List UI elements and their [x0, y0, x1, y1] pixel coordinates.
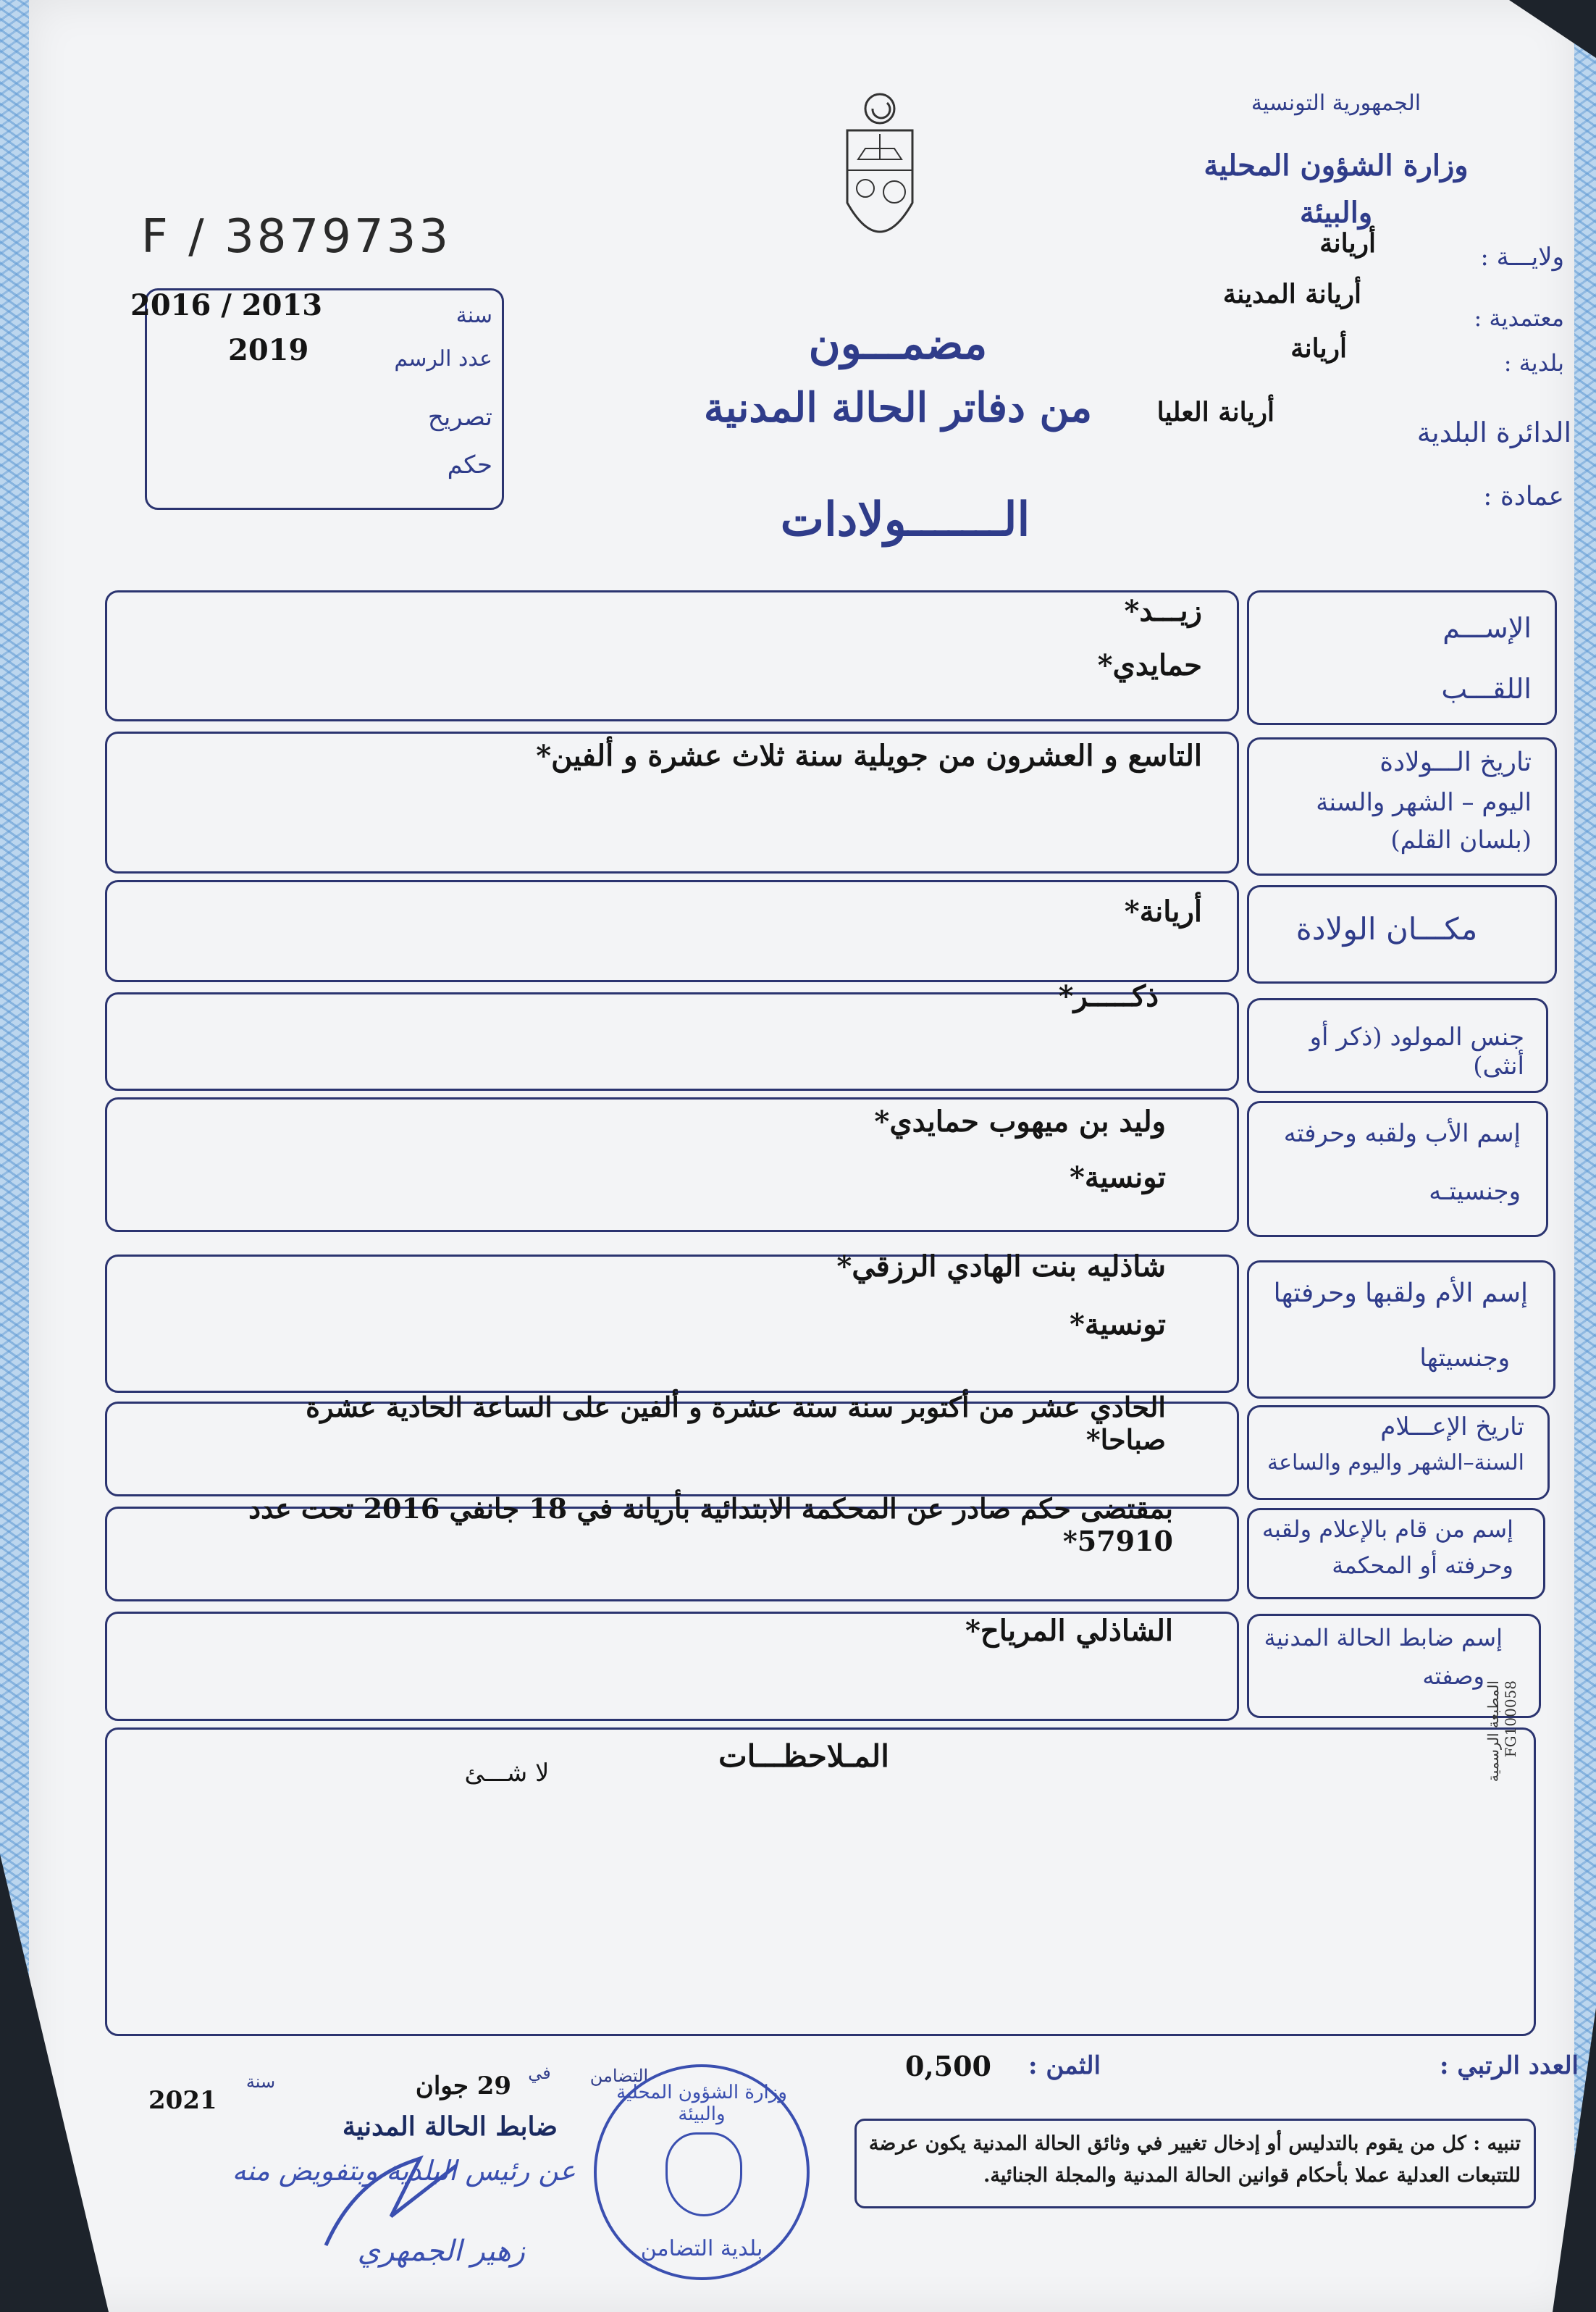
registration-number-value: 2019 [228, 333, 309, 367]
row-name-label-2: اللقـــب [1441, 673, 1532, 705]
footer-date-value: 29 جوان [415, 2072, 512, 2101]
row-declaration-date-value: الحادي عشر من أكتوبر سنة ستة عشرة و ألفين على الساعة الحادية عشرة صباحا* [306, 1391, 1166, 1456]
row-officer-label-2: وصفته [1422, 1662, 1484, 1690]
price-value: 0,500 [905, 2050, 991, 2082]
footer-place-prefix: التضامن [589, 2066, 649, 2086]
row-birthdate-label-3: (بلسان القلم) [1390, 826, 1532, 855]
baladia-label: بلدية : [1503, 349, 1564, 377]
row-declarant-value: بمقتضى حكم صادر عن المحكمة الابتدائية بأريانة في 18 جانفي 2016 تحت عدد 57910* [248, 1492, 1173, 1557]
stamp-inner-text: بلدية التضامن [640, 2236, 763, 2261]
row-gender-value: ذكـــــر* [1058, 979, 1159, 1013]
row-place-label: مكـــان الولادة [1295, 911, 1478, 947]
registration-year-value: 2016 / 2013 [130, 288, 323, 322]
row-birthdate-value: التاسع و العشرون من جويلية سنة ثلاث عشرة و ألفين* [536, 739, 1202, 773]
remarks-title: المـلاحظـــات [718, 1738, 889, 1774]
municipal-stamp [594, 2064, 810, 2280]
row-place-value: أريانة* [1124, 895, 1202, 929]
row-father-value-1: وليد بن ميهوب حمايدي* [874, 1105, 1166, 1139]
row-father-label-2: وجنسيتـه [1429, 1177, 1521, 1206]
row-name-value-2: حمايدي* [1097, 648, 1202, 682]
row-father-label-1: إسم الأب ولقبه وحرفته [1283, 1119, 1521, 1148]
stamp-outer-text: وزارة الشؤون المحلية والبيئة [616, 2082, 787, 2125]
price-label: الثمن : [1028, 2051, 1101, 2080]
wilaya-label: ولايـــة : [1480, 243, 1564, 272]
title-excerpt: مضمـــون [808, 319, 988, 369]
officer-on-behalf: عن رئيس البلدية وبتفويض منه [232, 2155, 576, 2187]
row-gender-label: جنس المولود (ذكر أو أنثى) [1309, 1023, 1524, 1081]
judgment-label: حكم [447, 451, 492, 479]
row-declarant-label-1: إسم من قام بالإعلام ولقبه [1261, 1515, 1513, 1543]
row-mother-value-2: تونسية* [1069, 1307, 1166, 1341]
row-birthdate-label-2: اليوم – الشهر والسنة [1316, 788, 1532, 817]
row-officer-label-1: إسم ضابط الحالة المدنية [1264, 1624, 1503, 1651]
title-births: الـــــــولادات [780, 493, 1030, 547]
row-mother-value-1: شاذليه بنت الهادي الرزقي* [836, 1249, 1166, 1283]
row-father-value-2: تونسية* [1069, 1160, 1166, 1194]
wilaya-value: أريانة [1319, 228, 1376, 259]
footer-year-value: 2021 [148, 2086, 217, 2115]
row-name-value-1: زيـــد* [1124, 594, 1202, 628]
warning-text: تنبيه : كل من يقوم بالتدليس أو إدخال تغيير في وثائق الحالة المدنية يكون عرضة للتتبعات العدلية عملا بأحكام قوانين الحالة المدنية والمجلة الجنائية. [868, 2132, 1521, 2187]
row-mother-label-2: وجنسيتها [1419, 1344, 1510, 1373]
remarks-value: لا شـــئ [464, 1759, 550, 1788]
footer-year-label: سنة [245, 2072, 276, 2092]
officer-signature-scribble [311, 2137, 485, 2267]
imada-label: عمادة : [1483, 482, 1564, 511]
registration-number-label: عدد الرسم [394, 346, 492, 372]
declaration-label: تصريح [427, 403, 492, 432]
baladia-value: أريانة [1290, 333, 1347, 364]
side-print-code: المطبعة الرسمية FG100058 [1484, 1680, 1519, 1783]
row-officer-value: الشاذلي المرياح* [965, 1614, 1173, 1648]
daira-label: الدائرة البلدية [1416, 416, 1571, 448]
ministry-line1: وزارة الشؤون المحلية [1204, 148, 1469, 183]
title-civil-registry: من دفاتر الحالة المدنية [703, 384, 1093, 432]
footer-date-prefix: في [528, 2063, 551, 2083]
coat-of-arms-emblem [840, 87, 920, 268]
daira-value: أريانة العليا [1156, 397, 1274, 427]
order-number-label: العدد الرتبي : [1439, 2051, 1579, 2080]
mootamadia-label: معتمدية : [1474, 304, 1564, 332]
row-birthdate-label-1: تاريخ الـــولادة [1379, 747, 1532, 777]
row-name-label-1: الإســـم [1442, 612, 1532, 644]
republic-label: الجمهورية التونسية [1251, 91, 1421, 116]
officer-title: ضابط الحالة المدنية [342, 2111, 558, 2142]
ministry-line2: والبيئة [1299, 196, 1373, 230]
row-declarant-label-2: وحرفته أو المحكمة [1332, 1551, 1513, 1579]
registration-year-label: سنة [455, 303, 492, 328]
row-declaration-date-label-1: تاريخ الإعـــلام [1380, 1412, 1524, 1441]
mootamadia-value: أريانة المدينة [1222, 279, 1361, 309]
row-mother-label-1: إسم الأم ولقبها وحرفتها [1273, 1278, 1528, 1308]
officer-signature-name: زهير الجمهري [357, 2234, 525, 2268]
stamp-emblem-icon [665, 2132, 742, 2216]
row-declaration-date-label-2: السنة–الشهر واليوم والساعة [1267, 1450, 1524, 1475]
serial-number: F / 3879733 [141, 210, 452, 264]
